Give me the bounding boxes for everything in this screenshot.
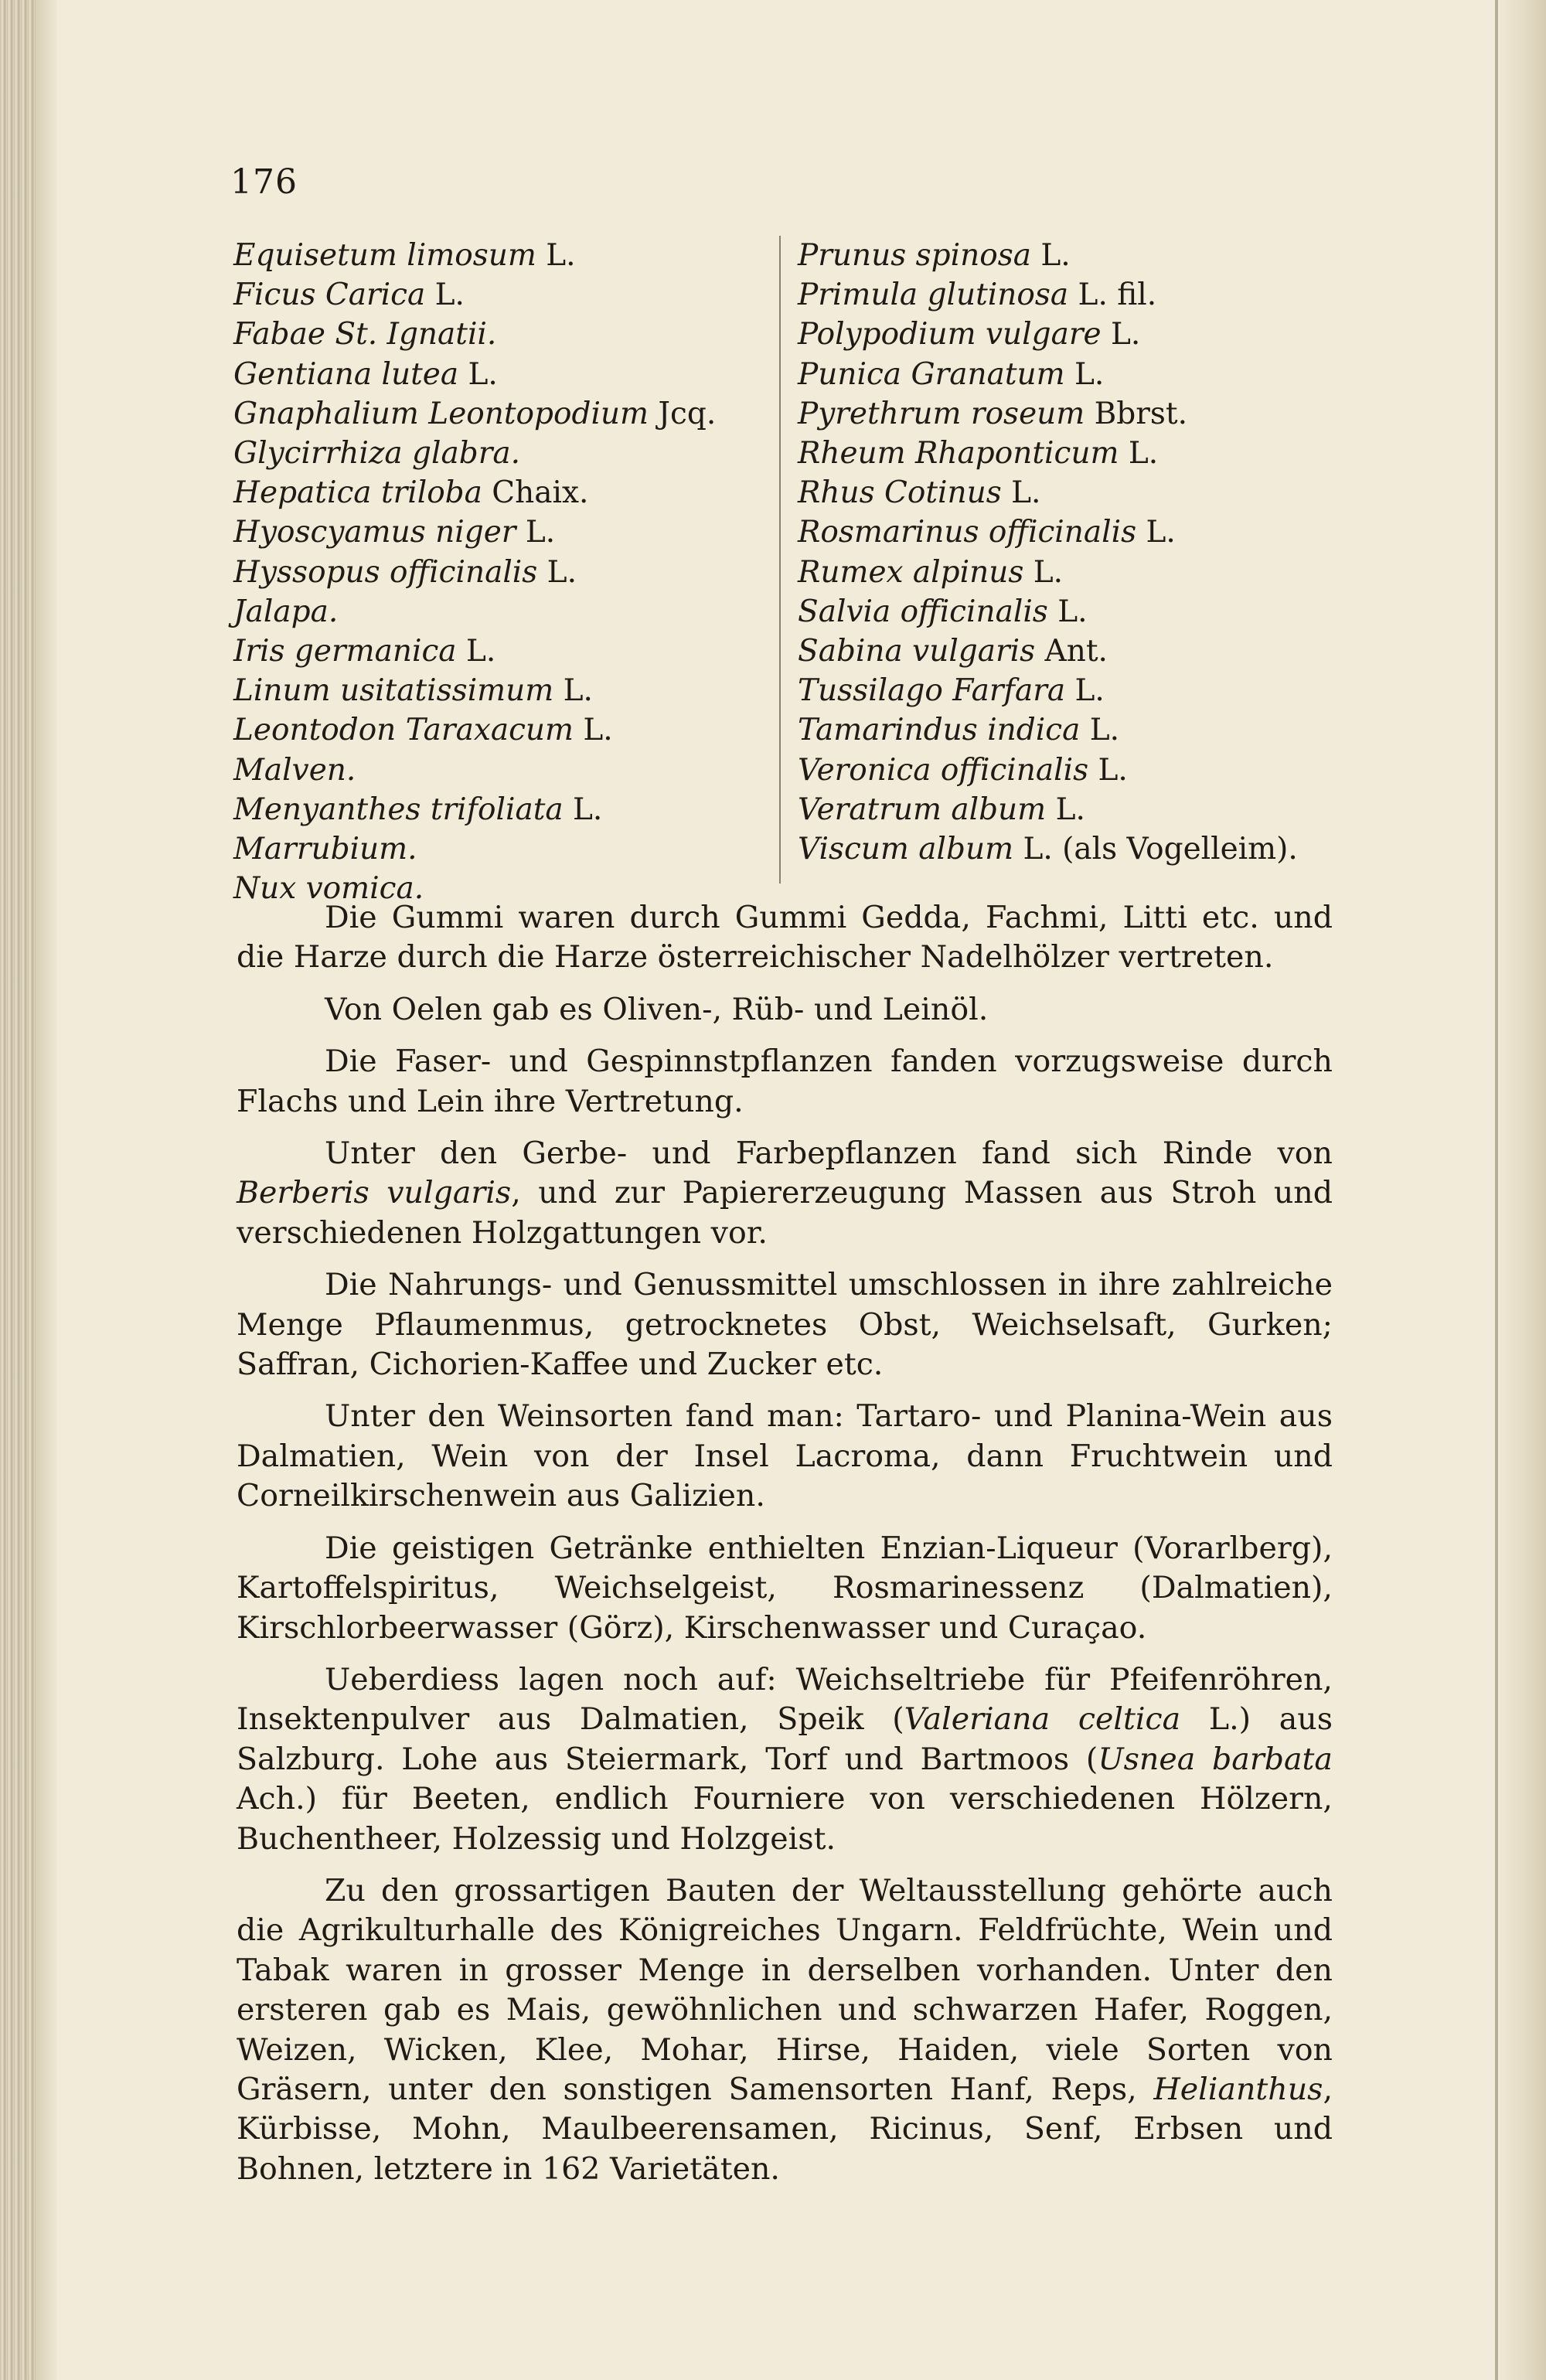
plant-author: L.	[1064, 356, 1105, 392]
plant-name: Hyoscyamus niger	[233, 515, 516, 550]
plant-entry	[798, 394, 1298, 434]
page-number: 176	[230, 162, 298, 202]
plant-author: L.	[1030, 238, 1071, 273]
plant-name: Marrubium.	[233, 832, 417, 867]
plant-entry	[233, 434, 716, 473]
plant-name: Punica Granatum	[798, 356, 1065, 392]
body-text	[237, 898, 1333, 2201]
book-edge-right	[1500, 0, 1546, 2380]
plant-entry	[233, 275, 716, 315]
plant-entry	[233, 315, 716, 354]
plant-author: L.	[537, 554, 577, 590]
plant-name: Tussilago Farfara	[798, 673, 1066, 709]
plant-author: L.	[1101, 317, 1141, 352]
plant-entry	[798, 355, 1298, 394]
plant-list-right	[798, 236, 1298, 869]
plant-author: L.	[536, 238, 576, 273]
paragraph-ueberdiess: Ueberdiess lagen noch auf: Weichseltriebe für Pfeifenröhren, Insektenpulver aus Dalmatien, Speik (Valeriana celtica L.) aus Salzburg. Lohe aus Steiermark, Torf und Bartmoos (Usnea barbata Ach.) für Beeten, endlich Fourniere von verschiedenen Hölzern, Buchentheer, Holzessig und Holzgeist.	[237, 1661, 1333, 1857]
plant-author: L.	[563, 792, 603, 827]
plant-author: Ant.	[1035, 634, 1108, 669]
plant-entry	[798, 632, 1298, 671]
plant-entry	[233, 632, 716, 671]
book-edge-left	[0, 0, 36, 2380]
plant-name: Rosmarinus officinalis	[798, 515, 1137, 550]
plant-entry	[798, 553, 1298, 592]
plant-author: L.	[456, 634, 496, 669]
plant-entry	[798, 236, 1298, 275]
plant-author: L.	[516, 515, 556, 550]
plant-entry	[233, 355, 716, 394]
column-divider	[779, 236, 781, 884]
paragraph-wein: Unter den Weinsorten fand man: Tartaro- und Planina-Wein aus Dalmatien, Wein von der Insel Lacroma, dann Fruchtwein und Corneilkirschenwein aus Galizien.	[237, 1398, 1333, 1514]
plant-name: Veratrum album	[798, 792, 1047, 827]
plant-author: Chaix.	[482, 475, 589, 511]
plant-entry	[233, 394, 716, 434]
plant-name: Primula glutinosa	[798, 277, 1069, 313]
plant-name: Rhus Cotinus	[798, 475, 1002, 511]
paragraph-nahrung: Die Nahrungs- und Genussmittel umschlossen in ihre zahlreiche Menge Pflaumenmus, getrocknetes Obst, Weichselsaft, Gurken; Saffran, Cichorien-Kaffee und Zucker etc.	[237, 1267, 1333, 1383]
plant-name: Rumex alpinus	[798, 554, 1024, 590]
plant-entry	[798, 275, 1298, 315]
page-edge-line	[1495, 0, 1498, 2380]
plant-author: L.	[574, 713, 613, 748]
plant-author: L.	[1088, 752, 1128, 788]
plant-name: Hepatica triloba	[233, 475, 482, 511]
plant-name: Rheum Rhaponticum	[798, 436, 1119, 472]
paragraph-oele: Von Oelen gab es Oliven-, Rüb- und Leinöl.	[325, 991, 989, 1027]
plant-name: Sabina vulgaris	[798, 634, 1036, 669]
plant-name: Tamarindus indica	[798, 713, 1081, 748]
paragraph-ungarn: Zu den grossartigen Bauten der Weltausstellung gehörte auch die Agrikulturhalle des Königreiches Ungarn. Feldfrüchte, Wein und Tabak waren in grosser Menge in derselben vorhanden. Unter den ersteren gab es Mais, gewöhnlichen und schwarzen Hafer, Roggen, Weizen, Wicken, Klee, Mohar, Hirse, Haiden, viele Sorten von Gräsern, unter den sonstigen Samensorten Hanf, Reps, Helianthus, Kürbisse, Mohn, Maulbeerensamen, Ricinus, Senf, Erbsen und Bohnen, letztere in 162 Varietäten.	[237, 1872, 1333, 2187]
plant-name: Gnaphalium Leontopodium	[233, 396, 649, 431]
plant-author: L. (als Vogelleim).	[1013, 832, 1298, 867]
plant-name: Polypodium vulgare	[798, 317, 1102, 352]
plant-author: L.	[1065, 673, 1105, 709]
plant-author: L.	[1080, 713, 1120, 748]
plant-author: L.	[1023, 554, 1064, 590]
plant-entry	[233, 236, 716, 275]
plant-entry	[233, 553, 716, 592]
plant-entry	[798, 671, 1298, 710]
plant-name: Fabae St. Ignatii.	[233, 317, 497, 352]
plant-author: Jcq.	[649, 396, 717, 431]
plant-author: L.	[1001, 475, 1041, 511]
plant-author: L.	[1047, 594, 1088, 629]
plant-entry	[798, 790, 1298, 829]
plant-name: Nux vomica.	[233, 871, 424, 907]
plant-author: L.	[425, 277, 465, 313]
plant-author: L.	[1119, 436, 1159, 472]
plant-author: L. fil.	[1068, 277, 1157, 313]
plant-name: Equisetum limosum	[233, 238, 536, 273]
plant-name: Veronica officinalis	[798, 752, 1089, 788]
plant-name: Prunus spinosa	[798, 238, 1031, 273]
plant-name: Pyrethrum roseum	[798, 396, 1085, 431]
plant-name: Gentiana lutea	[233, 356, 459, 392]
plant-entry	[233, 751, 716, 790]
plant-entry	[798, 710, 1298, 750]
plant-entry	[233, 512, 716, 552]
plant-entry	[233, 710, 716, 750]
plant-name: Leontodon Taraxacum	[233, 713, 574, 748]
book-gutter	[36, 0, 57, 2380]
plant-entry	[798, 473, 1298, 512]
plant-list-left	[233, 236, 716, 908]
plant-author: Bbrst.	[1085, 396, 1187, 431]
plant-entry	[798, 434, 1298, 473]
plant-author: L.	[1136, 515, 1176, 550]
plant-name: Salvia officinalis	[798, 594, 1048, 629]
plant-author: L.	[1046, 792, 1085, 827]
paragraph-faser: Die Faser- und Gespinnstpflanzen fanden vorzugsweise durch Flachs und Lein ihre Vertretung.	[237, 1044, 1333, 1119]
plant-entry	[233, 671, 716, 710]
plant-entry	[798, 512, 1298, 552]
plant-name: Glycirrhiza glabra.	[233, 436, 520, 472]
plant-name: Viscum album	[798, 832, 1014, 867]
plant-name: Linum usitatissimum	[233, 673, 554, 709]
plant-author: L.	[458, 356, 498, 392]
plant-entry	[233, 829, 716, 869]
plant-entry	[798, 315, 1298, 354]
plant-entry	[233, 473, 716, 512]
plant-entry	[798, 592, 1298, 632]
plant-name: Menyanthes trifoliata	[233, 792, 564, 827]
plant-name: Malven.	[233, 752, 356, 788]
plant-entry	[798, 751, 1298, 790]
plant-entry	[233, 790, 716, 829]
paragraph-gerbe: Unter den Gerbe- und Farbepflanzen fand sich Rinde von Berberis vulgaris, und zur Papiererzeugung Massen aus Stroh und verschiedenen Holzgattungen vor.	[237, 1136, 1333, 1251]
plant-entry	[798, 829, 1298, 869]
plant-name: Jalapa.	[233, 594, 339, 629]
plant-author: L.	[553, 673, 593, 709]
plant-name: Hyssopus officinalis	[233, 554, 538, 590]
paragraph-gummi: Die Gummi waren durch Gummi Gedda, Fachmi, Litti etc. und die Harze durch die Harze österreichischer Nadelhölzer vertreten.	[237, 900, 1333, 975]
plant-name: Ficus Carica	[233, 277, 426, 313]
paragraph-getraenke: Die geistigen Getränke enthielten Enzian-Liqueur (Vorarlberg), Kartoffelspiritus, Weichselgeist, Rosmarinessenz (Dalmatien), Kirschlorbeerwasser (Görz), Kirschenwasser und Curaçao.	[237, 1530, 1333, 1646]
plant-name: Iris germanica	[233, 634, 457, 669]
plant-entry	[233, 592, 716, 632]
